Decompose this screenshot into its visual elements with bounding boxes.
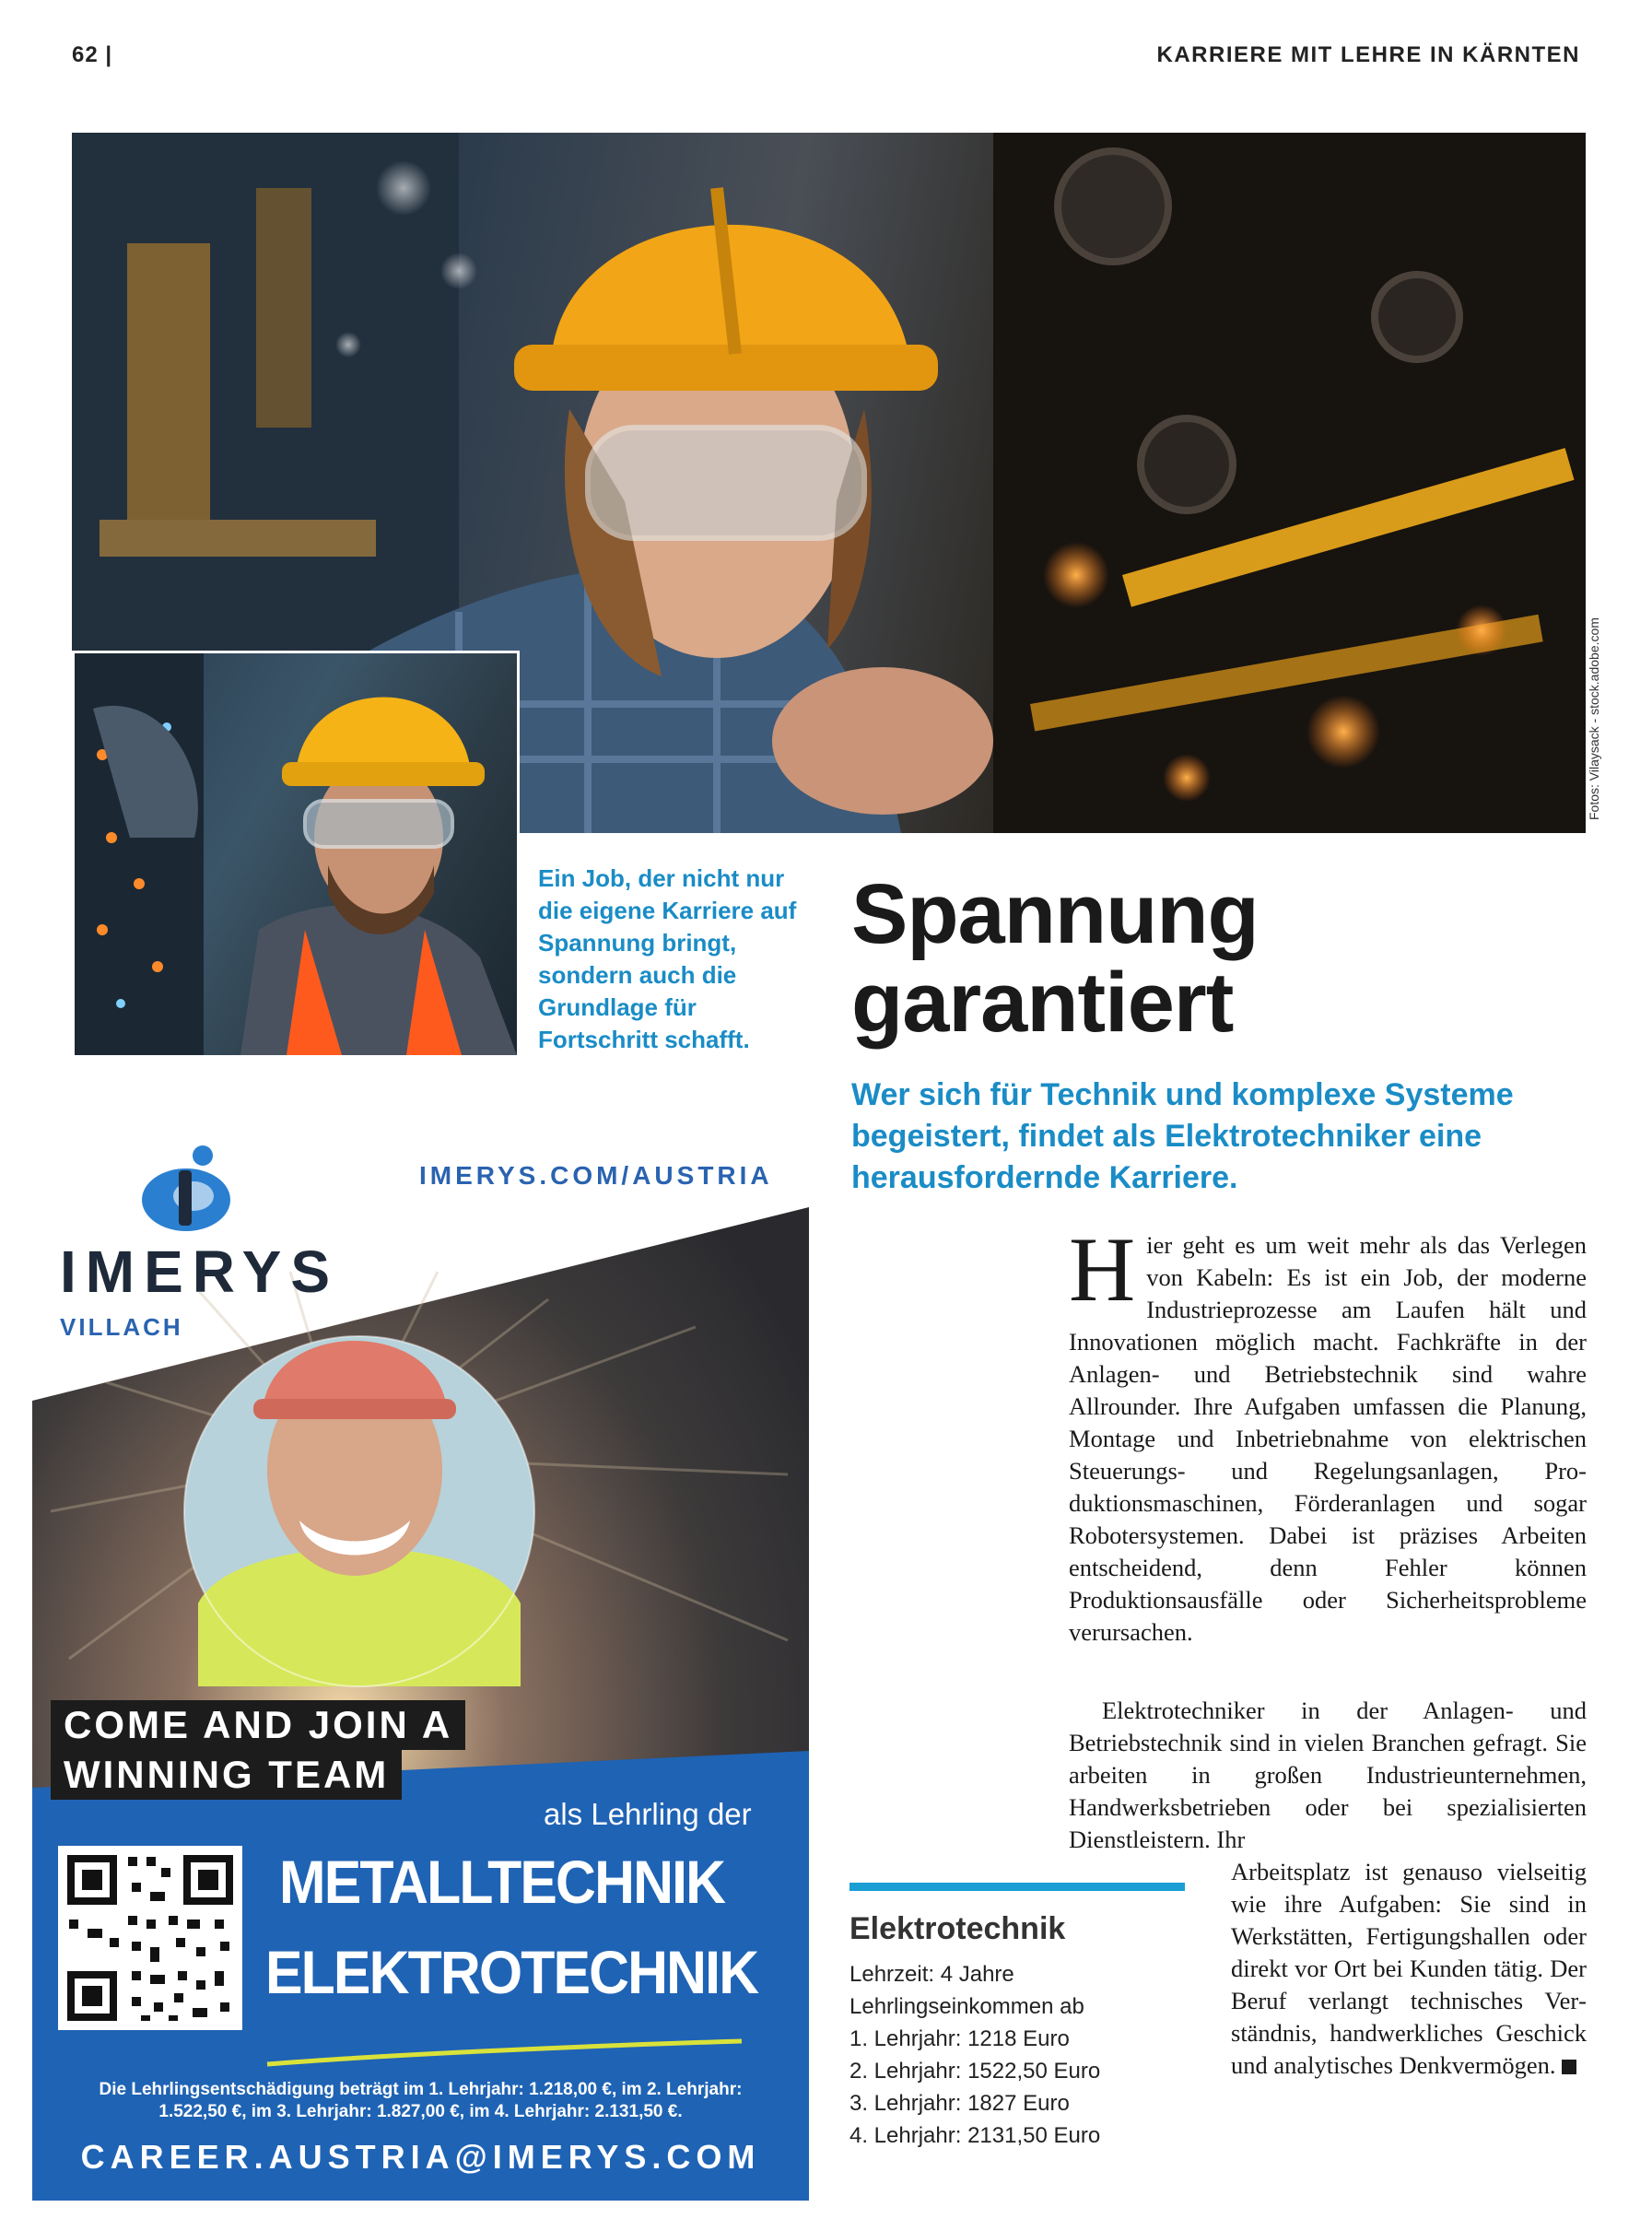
ad-slogan-line-1: COME AND JOIN A: [51, 1700, 465, 1750]
inset-photo: [72, 651, 520, 1058]
info-box: [849, 1883, 1185, 2152]
ad-pay-line-1: Die Lehrlingsentschädigung beträgt im 1. Lehrjahr: 1.218,00 €, im 2. Lehrjahr:: [99, 2080, 743, 2099]
ad-trade-metalltechnik: METALLTECHNIK: [279, 1848, 725, 1916]
ad-email-link[interactable]: CAREER.AUSTRIA@IMERYS.COM: [80, 2138, 761, 2176]
body-paragraph-2: Elektrotechniker in der Anlagen- und Betriebstechnik sind in vielen Branchen gefragt. Sie arbeiten in großen Industrieunternehmen, Handwerksbetrieben oder bei spezialisierten Dienstleistern. Ihr: [1069, 1697, 1587, 1853]
headline-line-1: Spannung: [851, 867, 1259, 961]
ad-slogan: [51, 1700, 465, 1800]
article-headline: [851, 867, 1588, 1050]
body-paragraph-1: [1069, 1218, 1587, 1649]
drop-cap: H: [1069, 1218, 1136, 1321]
body-paragraph-1-text: ier geht es um weit mehr als das Verlegen von Kabeln: Es ist ein Job, der moderne Industrieprozesse am Laufen hält und Innovationen möglich macht. Fachkräfte in der Anlagen- und Betriebstechnik sind wahre Allrounder. Ihre Aufgaben umfassen die Planung, Montage und Inbetriebnahme von elektrischen Steuerungs- und Regelungsanlagen, Produktionsmaschinen, Förderanlagen und sogar Robotersystemen. Dabei ist präzises Arbeiten entscheidend, denn Fehler können Produktionsausfälle oder Sicherheitsprobleme verursachen.: [1069, 1231, 1587, 1646]
info-box-lines: [849, 1958, 1185, 2152]
article-lead: Wer sich für Technik und komplexe Systeme begeistert, findet als Elektrotechniker eine herausfordernde Karriere.: [851, 1077, 1514, 1195]
ad-pay-info: [49, 2079, 792, 2123]
info-box-rule: [849, 1883, 1185, 1891]
ad-apprentice-label: als Lehrling der: [544, 1797, 752, 1831]
page-number: 62 |: [72, 42, 113, 67]
ad-trade-elektrotechnik: ELEKTROTECHNIK: [265, 1938, 758, 2006]
imerys-logo-icon: [138, 1143, 240, 1235]
info-box-title: Elektrotechnik: [849, 1911, 1066, 1946]
ad-pay-line-2: 1.522,50 €, im 3. Lehrjahr: 1.827,00 €, im 4. Lehrjahr: 2.131,50 €.: [158, 2102, 683, 2121]
headline-line-2: garantiert: [851, 956, 1234, 1050]
running-head: KARRIERE MIT LEHRE IN KÄRNTEN: [1156, 42, 1580, 67]
ad-slogan-line-2: WINNING TEAM: [51, 1750, 402, 1800]
photo-caption: Ein Job, der nicht nur die eigene Karriere auf Spannung bringt, sondern auch die Grundlage für Fortschritt schafft.: [538, 864, 797, 1053]
info-line: 3. Lehrjahr: 1827 Euro: [849, 2091, 1070, 2116]
end-mark-icon: [1562, 2060, 1576, 2074]
info-line: 2. Lehrjahr: 1522,50 Euro: [849, 2059, 1101, 2084]
info-line: 4. Lehrjahr: 2131,50 Euro: [849, 2123, 1101, 2148]
info-line: Lehrlingseinkommen ab: [849, 1994, 1084, 2019]
body-paragraph-3: [1231, 1856, 1587, 2082]
ad-location: VILLACH: [60, 1313, 183, 1341]
info-line: Lehrzeit: 4 Jahre: [849, 1962, 1014, 1987]
body-paragraph-3-text: Arbeitsplatz ist genauso vielseitig wie ihre Aufgaben: Sie sind in Werkstätten, Fertigungshallen oder direkt vor Ort bei Kunden tätig. Der Beruf verlangt technisches Verständnis, handwerkliches Geschick und analytisches Denkvermögen.: [1231, 1858, 1587, 2079]
ad-brand-name: IMERYS: [60, 1239, 339, 1305]
info-line: 1. Lehrjahr: 1218 Euro: [849, 2026, 1070, 2051]
ad-website-link[interactable]: IMERYS.COM/AUSTRIA: [419, 1161, 773, 1190]
photo-credit: Fotos: Vilaysack - stock.adobe.com: [1587, 617, 1601, 820]
qr-code-icon[interactable]: [58, 1846, 242, 2030]
imerys-advertisement: [32, 1087, 809, 2201]
